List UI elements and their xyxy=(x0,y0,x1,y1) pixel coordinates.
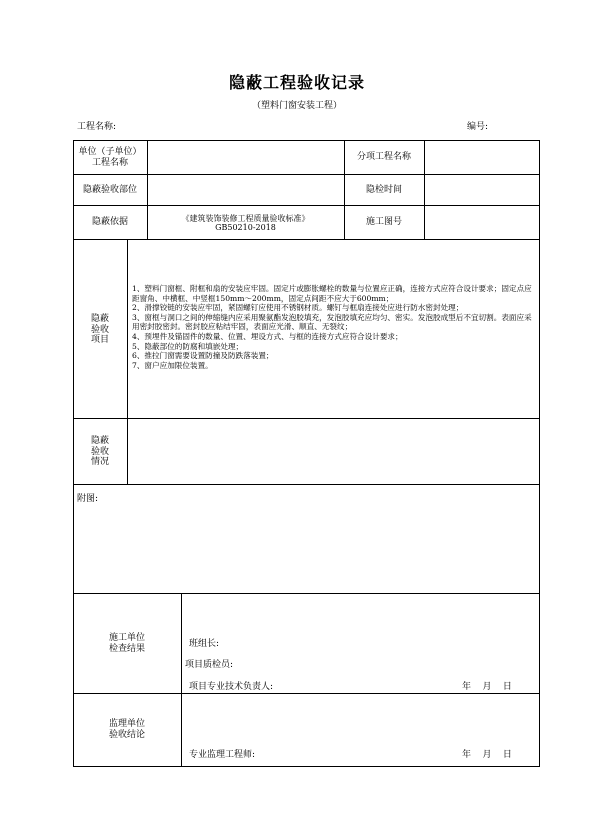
team-leader-label: 班组长: xyxy=(189,639,220,649)
basis-label: 隐蔽依据 xyxy=(91,217,128,227)
subproject-name-value[interactable] xyxy=(424,141,540,174)
status-label-line: 情况 xyxy=(90,457,109,467)
items-label xyxy=(73,314,127,346)
number-label: 编号: xyxy=(467,122,489,132)
supervision-label-line: 验收结论 xyxy=(108,729,145,740)
unit-name-value[interactable] xyxy=(147,141,344,174)
row-divider xyxy=(73,693,540,694)
supervision-label-line: 监理单位 xyxy=(108,719,145,729)
row-divider xyxy=(73,593,540,594)
attachment-area[interactable] xyxy=(74,503,540,593)
row-divider xyxy=(73,239,540,240)
drawing-no-value[interactable] xyxy=(424,206,540,239)
inspection-time-label: 隐检时间 xyxy=(365,184,402,195)
hidden-part-value[interactable] xyxy=(147,175,344,205)
basis-standard-code: GB50210-2018 xyxy=(215,222,276,232)
inspection-time-value[interactable] xyxy=(424,175,540,205)
document-subtitle: （塑料门窗安装工程） xyxy=(251,101,342,111)
items-label-line: 项目 xyxy=(90,335,109,345)
project-name-label: 工程名称: xyxy=(77,122,117,132)
items-requirements-text: 1、塑料门窗框、附框和扇的安装应牢固。固定片或膨胀螺栓的数量与位置应正确，连接方式应符合设计要求；固定点应距窗角、中横框、中竖框150mm～200mm，固定点间距不应大于600mm； 2、滑撑铰链的安装应牢固，紧固螺钉应使用不锈钢材质。螺钉与框扇连接处应进行防水密封处理； 3、窗框与洞口之间的伸缩缝内应采用聚氨酯发泡胶填充，发泡胶填充应均匀、密实。发泡胶成型后不宜切割。表面应采用密封胶密封。密封胶应粘结牢固，表面应光滑、顺直、无裂纹； 4、预埋件及锚固件的数量、位置、埋设方式、与框的连接方式应符合设计要求； 5、隐蔽部位的防腐和填嵌处理； 6、推拉门窗需要设置防撞及防跌落装置； 7、窗户应加限位装置。 xyxy=(132,284,532,370)
status-value[interactable] xyxy=(128,419,540,484)
construction-date-label: 年 月 日 xyxy=(462,682,512,692)
subproject-name-label: 分项工程名称 xyxy=(356,152,411,162)
status-label-line: 验收 xyxy=(90,446,109,457)
row-divider xyxy=(73,484,540,485)
items-label-line: 验收 xyxy=(90,324,109,335)
document-title: 隐蔽工程验收记录 xyxy=(228,73,365,92)
basis-value xyxy=(147,206,344,239)
hidden-part-label: 隐蔽验收部位 xyxy=(82,184,137,195)
supervision-conclusion-label xyxy=(73,719,181,740)
supervisor-label: 专业监理工程师: xyxy=(189,750,256,760)
status-label xyxy=(73,436,127,468)
construction-result-label xyxy=(73,633,181,654)
supervision-date-label: 年 月 日 xyxy=(462,750,512,760)
status-label-line: 隐蔽 xyxy=(90,436,109,446)
tech-leader-label: 项目专业技术负责人: xyxy=(189,682,274,692)
quality-inspector-label: 项目质检员: xyxy=(185,660,234,670)
attachment-label: 附图: xyxy=(77,494,99,504)
items-label-line: 隐蔽 xyxy=(90,314,109,324)
col-divider xyxy=(181,593,182,767)
unit-name-label xyxy=(73,141,147,174)
unit-name-label-line1: 单位（子单位） xyxy=(78,146,142,157)
basis-standard-name: 《建筑装饰装修工程质量验收标准》 xyxy=(181,213,310,223)
drawing-no-label: 施工图号 xyxy=(365,217,402,227)
construction-label-line: 检查结果 xyxy=(108,643,145,654)
unit-name-label-line2: 工程名称 xyxy=(91,157,128,168)
construction-label-line: 施工单位 xyxy=(108,633,145,643)
